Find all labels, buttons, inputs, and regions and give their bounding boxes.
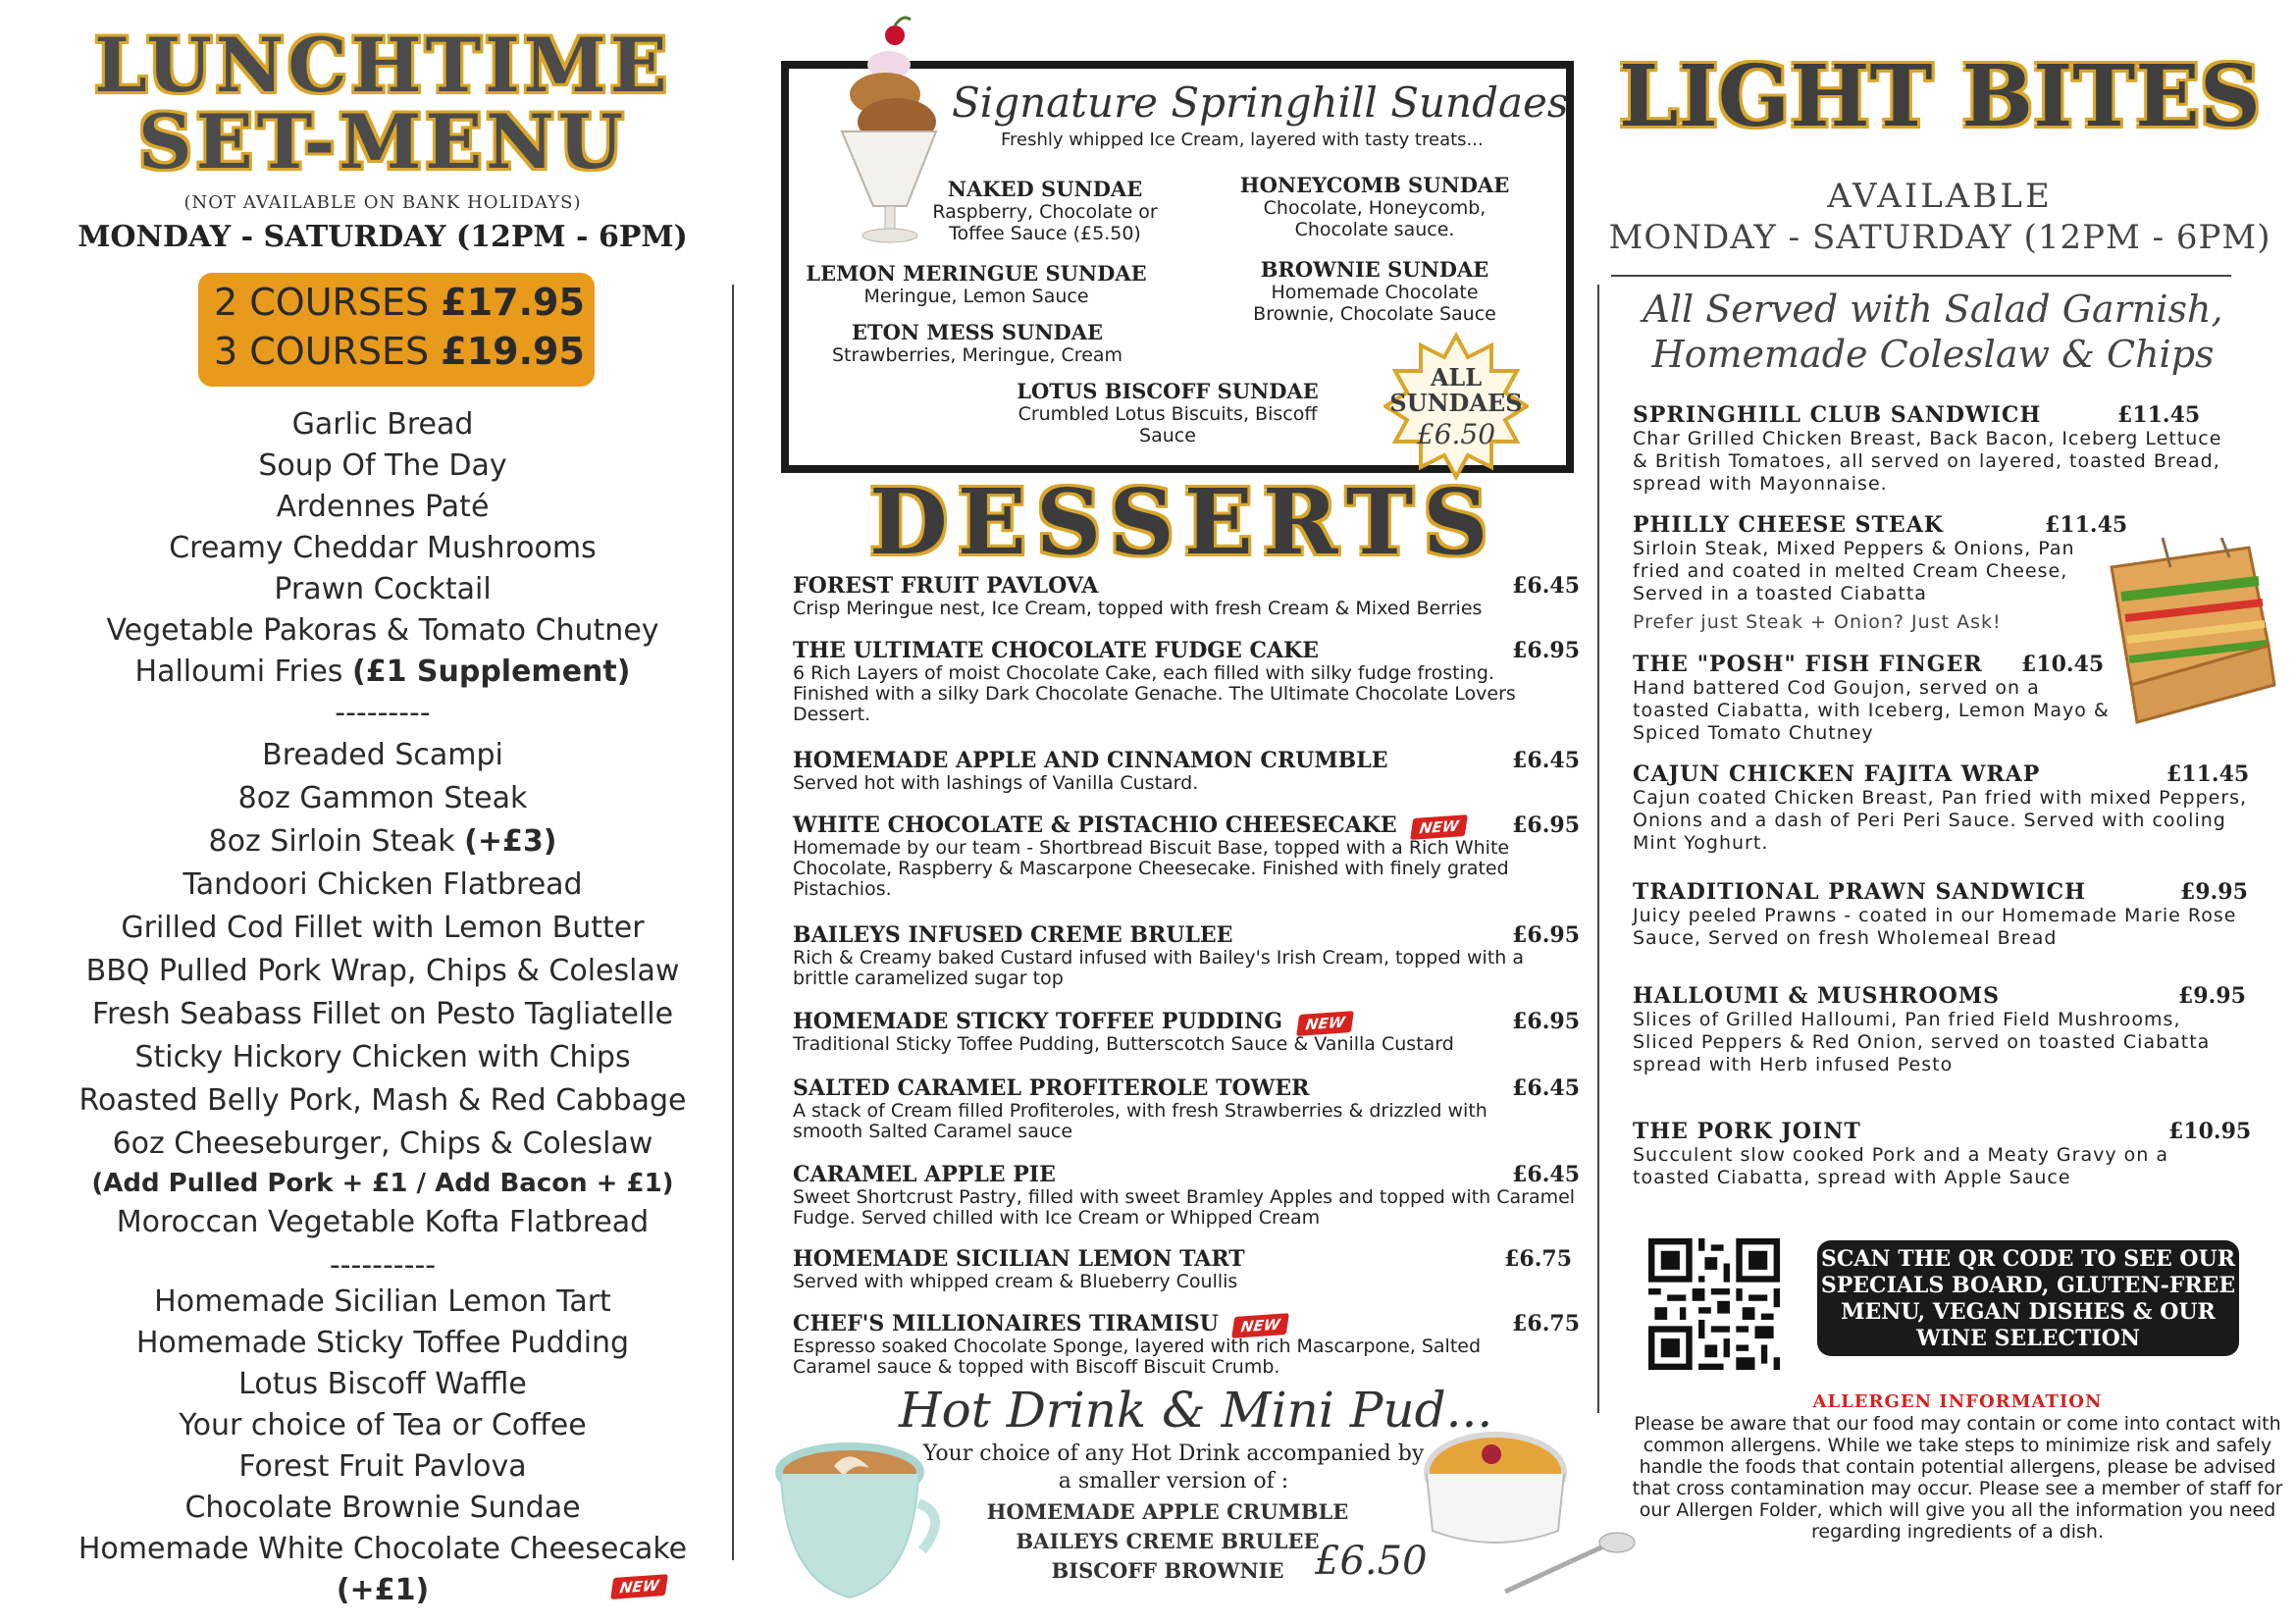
sundae-subtitle: Freshly whipped Ice Cream, layered with tasty treats... xyxy=(1001,130,1484,150)
list-item: HOMEMADE APPLE CRUMBLE xyxy=(986,1499,1349,1524)
list-item: Vegetable Pakoras & Tomato Chutney xyxy=(106,613,659,648)
light-bites-available: AVAILABLE xyxy=(1827,177,2053,216)
dessert-item: CHEF'S MILLIONAIRES TIRAMISU NEW £6.75 Espresso soaked Chocolate Sponge, layered with rich Mascarpone, Salted Caramel sauce & topped with Biscoff Biscuit Crumb. xyxy=(793,1311,1580,1378)
allergen-text: Please be aware that our food may contain or come into contact with common allergens. While we take steps to minimize risk and safely handle the foods that contain potential allergens, please be advised that cross contamination may occur. Please see a member of staff for our Allergen Folder, which will give you all the information you need regarding ingredients of a dish. xyxy=(1632,1413,2283,1543)
dessert-item: BAILEYS INFUSED CREME BRULEE £6.95 Rich & Creamy baked Custard infused with Bailey's Irish Cream, topped with a brittle caramelized sugar top xyxy=(793,922,1580,989)
list-item: Halloumi Fries (£1 Supplement) xyxy=(134,655,631,689)
qr-code-icon[interactable] xyxy=(1648,1238,1780,1370)
divider: --------- xyxy=(335,696,431,730)
list-item: Forest Fruit Pavlova xyxy=(238,1449,527,1484)
dessert-item: HOMEMADE APPLE AND CINNAMON CRUMBLE £6.45 Served hot with lashings of Vanilla Custard. xyxy=(793,748,1580,794)
list-item: 6oz Cheeseburger, Chips & Coleslaw xyxy=(112,1126,653,1161)
all-sundaes-badge: ALL SUNDAES £6.50 xyxy=(1383,332,1529,481)
sundae-item: LEMON MERINGUE SUNDAE Meringue, Lemon Sauce xyxy=(806,261,1147,307)
light-bites-title: LIGHT BITES xyxy=(1619,47,2261,146)
list-item: 8oz Gammon Steak xyxy=(237,781,528,815)
list-item: Chocolate Brownie Sundae xyxy=(184,1491,581,1525)
list-item: Sticky Hickory Chicken with Chips xyxy=(134,1040,631,1074)
creme-brulee-icon xyxy=(1417,1417,1643,1603)
lunch-desserts xyxy=(39,1282,726,1611)
dessert-item: WHITE CHOCOLATE & PISTACHIO CHEESECAKE NEW £6.95 Homemade by our team - Shortbread Biscuit Base, topped with a Rich White Chocolate, Raspberry & Mascarpone Cheesecake. Finished with finely grated Pistachios. xyxy=(793,812,1580,900)
sundae-item: HONEYCOMB SUNDAE Chocolate, Honeycomb, Chocolate sauce. xyxy=(1239,173,1510,240)
not-available-note: (NOT AVAILABLE ON BANK HOLIDAYS) xyxy=(183,192,582,213)
three-courses: 3 COURSES £19.95 xyxy=(214,330,585,373)
light-bite-item: THE PORK JOINT £10.95 Succulent slow cooked Pork and a Meaty Gravy on a toasted Ciabatta, spread with Apple Sauce xyxy=(1633,1119,2252,1188)
list-item: Garlic Bread xyxy=(291,407,474,442)
light-bites-days: MONDAY - SATURDAY (12PM - 6PM) xyxy=(1608,218,2271,257)
list-item: Your choice of Tea or Coffee xyxy=(179,1408,587,1442)
hot-drink-title: Hot Drink & Mini Pud... xyxy=(899,1382,1493,1439)
hot-drink-price: £6.50 xyxy=(1315,1539,1428,1584)
light-bite-item: TRADITIONAL PRAWN SANDWICH £9.95 Juicy peeled Prawns - coated in our Homemade Marie Rose Sauce, Served on fresh Wholemeal Bread xyxy=(1633,879,2248,949)
list-item: Tandoori Chicken Flatbread xyxy=(183,867,583,902)
dessert-item: FOREST FRUIT PAVLOVA £6.45 Crisp Meringue nest, Ice Cream, topped with fresh Cream & Mixed Berries xyxy=(793,573,1580,619)
list-item: Lotus Biscoff Waffle xyxy=(238,1367,527,1401)
dessert-item: HOMEMADE SICILIAN LEMON TART £6.75 Served with whipped cream & Blueberry Coullis xyxy=(793,1246,1572,1292)
list-item: Homemade Sticky Toffee Pudding xyxy=(135,1326,630,1360)
new-badge: NEW xyxy=(1410,814,1468,840)
list-item: Soup Of The Day xyxy=(258,448,507,483)
served-with-note: All Served with Salad Garnish, Homemade Coleslaw & Chips xyxy=(1643,288,2223,376)
list-item: Roasted Belly Pork, Mash & Red Cabbage xyxy=(78,1083,687,1118)
list-item: BBQ Pulled Pork Wrap, Chips & Coleslaw xyxy=(85,954,680,988)
list-item: BISCOFF BROWNIE xyxy=(1051,1558,1284,1583)
lunch-title-line1: LUNCHTIME xyxy=(94,22,671,109)
lunch-mains xyxy=(39,734,726,1287)
dessert-item: CARAMEL APPLE PIE £6.45 Sweet Shortcrust Pastry, filled with sweet Bramley Apples and topped with Caramel Fudge. Served chilled with Ice Cream or Whipped Cream xyxy=(793,1162,1580,1229)
new-badge: NEW xyxy=(1296,1011,1354,1036)
desserts-title: DESSERTS xyxy=(869,469,1498,575)
list-item: Ardennes Paté xyxy=(276,490,490,524)
column-divider-right xyxy=(1597,285,1599,1413)
list-item: Breaded Scampi xyxy=(262,738,503,772)
dessert-item: THE ULTIMATE CHOCOLATE FUDGE CAKE £6.95 6 Rich Layers of moist Chocolate Cake, each filled with silky fudge frosting. Finished with a silky Dark Chocolate Genache. The Ultimate Chocolate Lovers Dessert. xyxy=(793,638,1580,725)
sundae-title: Signature Springhill Sundaes xyxy=(952,79,1569,127)
two-courses: 2 COURSES £17.95 xyxy=(214,281,585,324)
light-bite-item: THE "POSH" FISH FINGER £10.45 Hand battered Cod Goujon, served on a toasted Ciabatta, with Iceberg, Lemon Mayo & Spiced Tomato Chutney xyxy=(1633,652,2110,744)
list-item: Grilled Cod Fillet with Lemon Butter xyxy=(121,911,645,945)
list-item: Creamy Cheddar Mushrooms xyxy=(169,531,597,565)
list-item: Homemade White Chocolate Cheesecake xyxy=(78,1532,688,1566)
sundae-item: BROWNIE SUNDAE Homemade Chocolate Brownie, Chocolate Sauce xyxy=(1253,257,1496,325)
hot-drink-subtitle: Your choice of any Hot Drink accompanied by a smaller version of : xyxy=(922,1441,1425,1493)
sandwich-icon xyxy=(2102,538,2278,724)
qr-info-box: SCAN THE QR CODE TO SEE OUR SPECIALS BOARD, GLUTEN-FREE MENU, VEGAN DISHES & OUR WINE SELECTION xyxy=(1817,1240,2239,1356)
list-item: Homemade Sicilian Lemon Tart xyxy=(154,1284,611,1319)
list-item: 8oz Sirloin Steak (+£3) xyxy=(208,824,557,859)
list-item: Fresh Seabass Fillet on Pesto Tagliatelle xyxy=(91,997,674,1031)
divider xyxy=(1611,275,2231,277)
lunch-starters xyxy=(39,404,726,734)
list-item: Moroccan Vegetable Kofta Flatbread xyxy=(116,1205,650,1239)
new-badge: NEW xyxy=(1232,1313,1290,1338)
column-divider-left xyxy=(732,285,734,1560)
light-bite-item: PHILLY CHEESE STEAK £11.45 Sirloin Steak, Mixed Peppers & Onions, Pan fried and coated in melted Cream Cheese, Served in a toasted Ciabatta Prefer just Steak + Onion? Just Ask! xyxy=(1633,512,2128,633)
lunch-days: MONDAY - SATURDAY (12PM - 6PM) xyxy=(78,220,688,254)
list-item: BAILEYS CREME BRULEE xyxy=(1016,1529,1320,1553)
dessert-item: SALTED CARAMEL PROFITEROLE TOWER £6.45 A stack of Cream filled Profiteroles, with fresh Strawberries & drizzled with smooth Salted Caramel sauce xyxy=(793,1075,1580,1142)
lunch-title xyxy=(59,22,706,185)
course-price-box xyxy=(198,273,595,387)
divider: ---------- xyxy=(329,1248,437,1283)
lunch-title-line2: SET-MENU xyxy=(137,98,628,185)
list-item: (Add Pulled Pork + £1 / Add Bacon + £1) xyxy=(91,1169,674,1198)
list-item: (+£1) xyxy=(336,1573,430,1607)
sundae-item: ETON MESS SUNDAE Strawberries, Meringue, Cream xyxy=(831,320,1123,366)
list-item: Prawn Cocktail xyxy=(274,572,492,606)
sundae-item: NAKED SUNDAE Raspberry, Chocolate or Toffee Sauce (£5.50) xyxy=(932,177,1158,244)
light-bite-item: HALLOUMI & MUSHROOMS £9.95 Slices of Grilled Halloumi, Pan fried Field Mushrooms, Sliced Peppers & Red Onion, served on toasted Ciabatta spread with Herb infused Pesto xyxy=(1633,983,2246,1075)
allergen-title: ALLERGEN INFORMATION xyxy=(1812,1391,2103,1412)
new-badge: NEW xyxy=(610,1574,668,1599)
light-bite-item: CAJUN CHICKEN FAJITA WRAP £11.45 Cajun coated Chicken Breast, Pan fried with mixed Peppers, Onions and a dash of Peri Peri Sauce. Served with cooling Mint Yoghurt. xyxy=(1633,761,2250,854)
light-bite-item: SPRINGHILL CLUB SANDWICH £11.45 Char Grilled Chicken Breast, Back Bacon, Iceberg Lettuce & British Tomatoes, all served on layered, toasted Bread, spread with Mayonnaise. xyxy=(1633,402,2222,495)
sundae-item: LOTUS BISCOFF SUNDAE Crumbled Lotus Biscuits, Biscoff Sauce xyxy=(1017,379,1319,446)
dessert-item: HOMEMADE STICKY TOFFEE PUDDING NEW £6.95 Traditional Sticky Toffee Pudding, Butterscotch Sauce & Vanilla Custard xyxy=(793,1009,1580,1055)
